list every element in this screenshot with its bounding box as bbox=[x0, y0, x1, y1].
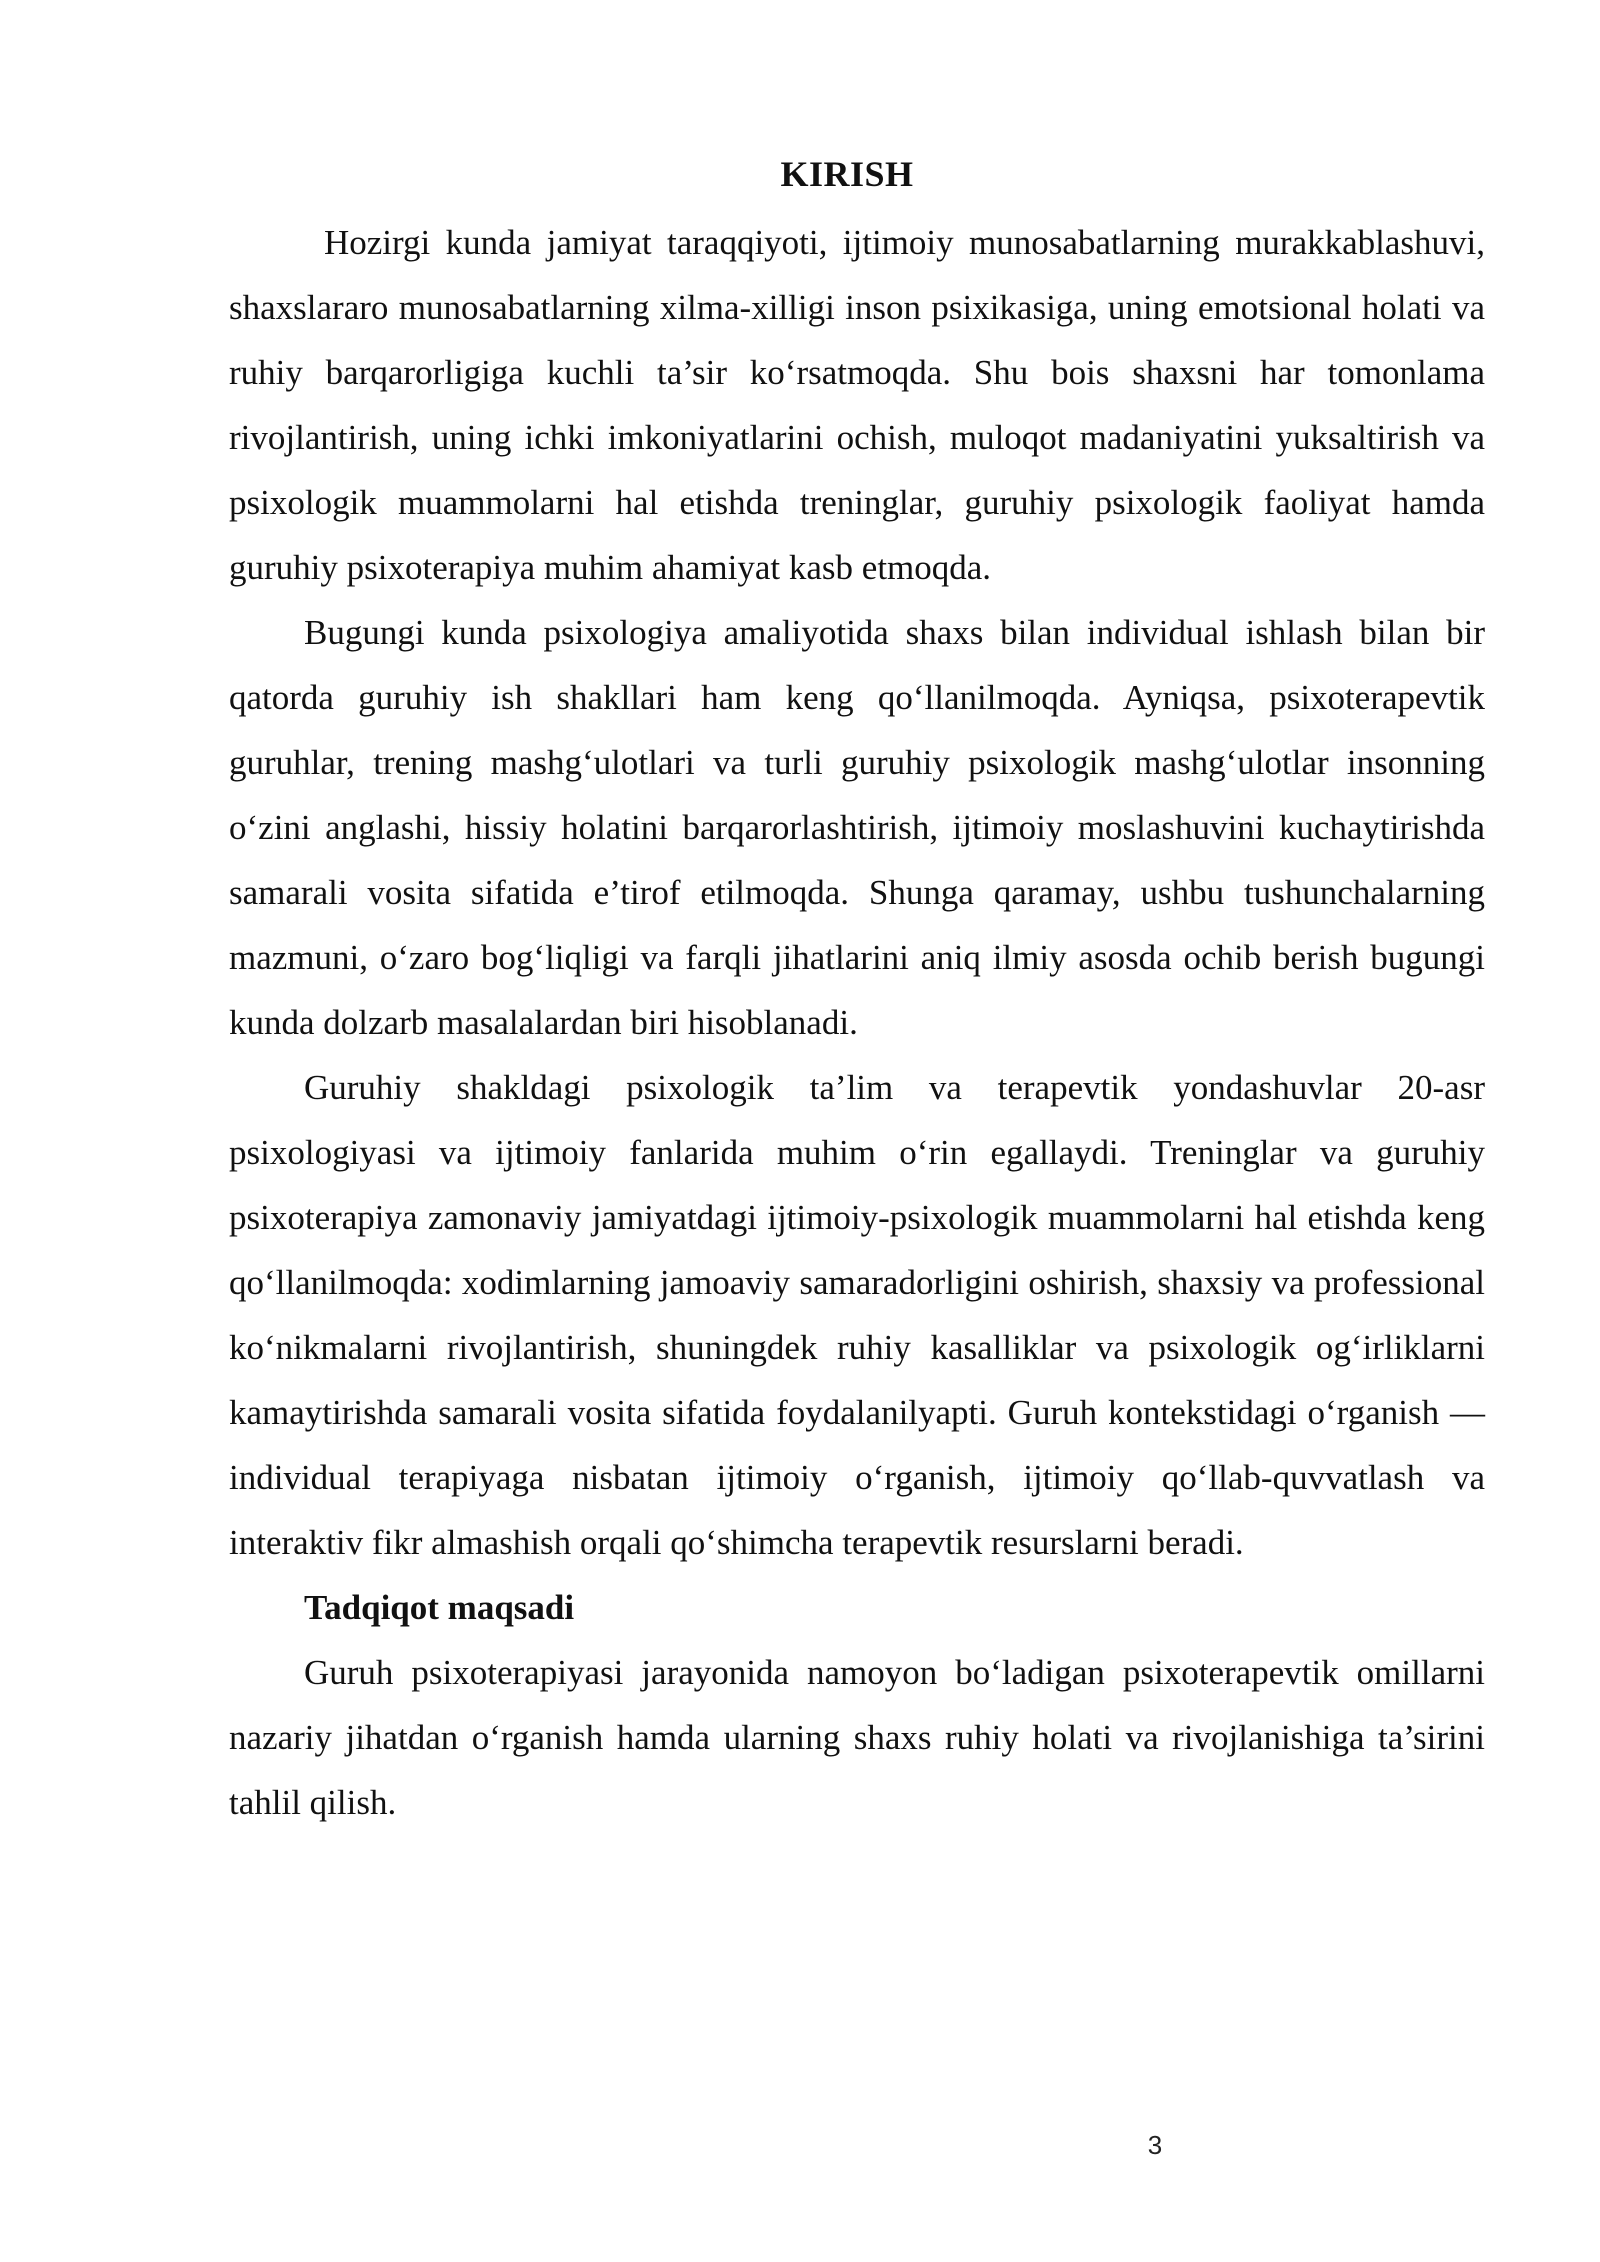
research-goal-heading: Tadqiqot maqsadi bbox=[304, 1588, 575, 1627]
page-number: 3 bbox=[1147, 2130, 1163, 2160]
page-content bbox=[229, 148, 1485, 1835]
section-title: KIRISH bbox=[780, 154, 914, 194]
intro-paragraph-2: Bugungi kunda psixologiya amaliyotida shaxs bilan individual ishlash bilan bir qatorda guruhiy ish shakllari ham keng qo‘llanilmoqda. Ayniqsa, psixoterapevtik guruhlar, trening mashg‘ulotlari va turli guruhiy psixologik mashg‘ulotlar insonning o‘zini anglashi, hissiy holatini barqarorlashtirish, ijtimoiy moslashuvini kuchaytirishda samarali vosita sifatida e’tirof etilmoqda. Shunga qaramay, ushbu tushunchalarning mazmuni, o‘zaro bog‘liqligi va farqli jihatlarini aniq ilmiy asosda ochib berish bugungi kunda dolzarb masalalardan biri hisoblanadi. bbox=[229, 613, 1485, 1042]
intro-paragraph-3: Guruhiy shakldagi psixologik ta’lim va terapevtik yondashuvlar 20-asr psixologiyasi va ijtimoiy fanlarida muhim o‘rin egallaydi. Treninglar va guruhiy psixoterapiya zamonaviy jamiyatdagi ijtimoiy-psixologik muammolarni hal etishda keng qo‘llanilmoqda: xodimlarning jamoaviy samaradorligini oshirish, shaxsiy va professional ko‘nikmalarni rivojlantirish, shuningdek ruhiy kasalliklar va psixologik og‘irliklarni kamaytirishda samarali vosita sifatida foydalanilyapti. Guruh kontekstidagi o‘rganish — individual terapiyaga nisbatan ijtimoiy o‘rganish, ijtimoiy qo‘llab-quvvatlash va interaktiv fikr almashish orqali qo‘shimcha terapevtik resurslarni beradi. bbox=[229, 1068, 1485, 1562]
intro-paragraph-1: Hozirgi kunda jamiyat taraqqiyoti, ijtimoiy munosabatlarning murakkablashuvi, shaxslararo munosabatlarning xilma-xilligi inson psixikasiga, uning emotsional holati va ruhiy barqarorligiga kuchli ta’sir ko‘rsatmoqda. Shu bois shaxsni har tomonlama rivojlantirish, uning ichki imkoniyatlarini ochish, muloqot madaniyatini yuksaltirish va psixologik muammolarni hal etishda treninglar, guruhiy psixologik faoliyat hamda guruhiy psixoterapiya muhim ahamiyat kasb etmoqda. bbox=[229, 223, 1485, 587]
research-goal-paragraph: Guruh psixoterapiyasi jarayonida namoyon bo‘ladigan psixoterapevtik omillarni nazariy jihatdan o‘rganish hamda ularning shaxs ruhiy holati va rivojlanishiga ta’sirini tahlil qilish. bbox=[229, 1653, 1485, 1822]
